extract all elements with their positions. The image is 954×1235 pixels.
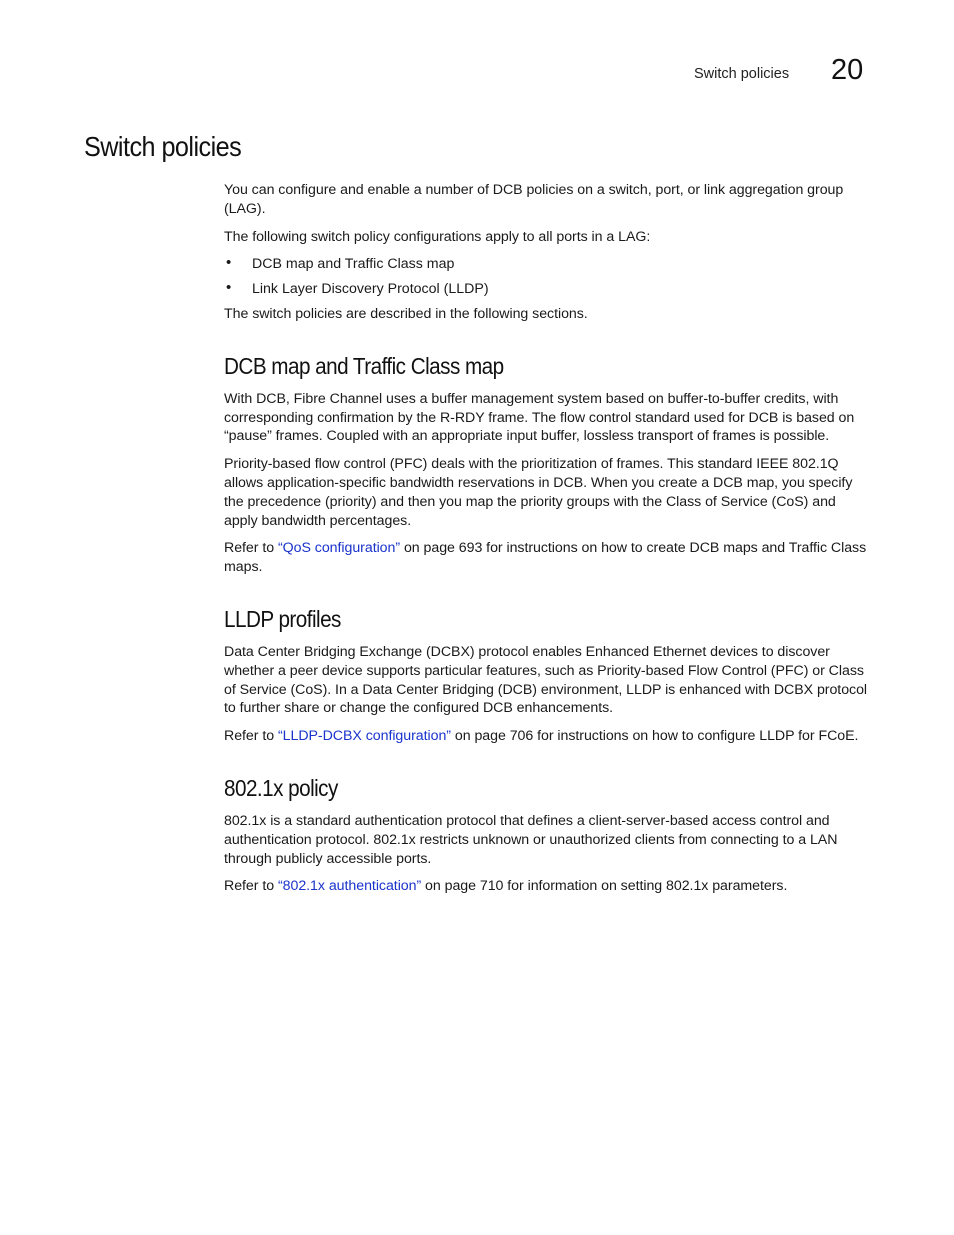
list-item-text: Link Layer Discovery Protocol (LLDP) [252, 281, 489, 298]
ref-prefix: Refer to [224, 878, 278, 895]
section-heading-lldp: LLDP profiles [224, 605, 341, 632]
ref-prefix: Refer to [224, 728, 278, 745]
lldp-reference [224, 727, 869, 746]
bullet-icon: • [226, 279, 232, 297]
list-item [224, 280, 869, 299]
lldp-dcbx-configuration-link[interactable]: “LLDP-DCBX configuration” [277, 728, 451, 745]
dcb-reference [224, 539, 869, 577]
running-header [0, 56, 954, 92]
section-heading-dot1x: 802.1x policy [224, 774, 338, 801]
list-item [224, 255, 869, 274]
list-item-text: DCB map and Traffic Class map [252, 256, 455, 273]
dot1x-reference [224, 877, 869, 896]
dot1x-authentication-link[interactable]: “802.1x authentication” [277, 878, 422, 895]
intro-paragraph-3: The switch policies are described in the following sections. [224, 305, 588, 322]
dot1x-paragraph-1: 802.1x is a standard authentication protocol that defines a client-server-based access control and authentication protocol. 802.1x restricts unknown or unauthorized clients from connecting to a LAN through publicly accessible ports. [224, 812, 838, 867]
dcb-paragraph-2: Priority-based flow control (PFC) deals with the prioritization of frames. This standard IEEE 802.1Q allows application-specific bandwidth reservations in DCB. When you create a DCB map, you specify the precedence (priority) and then you map the priority groups with the Class of Service (CoS) and apply bandwidth percentages. [224, 456, 853, 529]
section-heading-dcb: DCB map and Traffic Class map [224, 352, 504, 379]
header-section-title: Switch policies [694, 66, 790, 82]
qos-configuration-link[interactable]: “QoS configuration” [277, 540, 401, 557]
ref-suffix: on page 710 for information on setting 802.1x parameters. [421, 878, 788, 895]
intro-paragraph-2: The following switch policy configurations apply to all ports in a LAG: [224, 228, 651, 245]
main-content [224, 181, 869, 905]
policy-list [224, 255, 869, 299]
ref-prefix: Refer to [224, 540, 278, 557]
header-chapter-number: 20 [831, 54, 864, 86]
ref-suffix: on page 706 for instructions on how to configure LLDP for FCoE. [450, 728, 859, 745]
lldp-paragraph-1: Data Center Bridging Exchange (DCBX) protocol enables Enhanced Ethernet devices to discover whether a peer device supports particular features, such as Priority-based Flow Control (PFC) or Class of Service (CoS). In a Data Center Bridging (DCB) environment, LLDP is enhanced with DCBX protocol to further share or change the configured DCB enhancements. [224, 643, 868, 717]
page-title: Switch policies [84, 131, 242, 162]
dcb-paragraph-1: With DCB, Fibre Channel uses a buffer management system based on buffer-to-buffer credits, with corresponding confirmation by the R-RDY frame. The flow control standard used for DCB is based on “pause” frames. Coupled with an appropriate input buffer, lossless transport of frames is possible. [224, 390, 855, 445]
intro-paragraph-1: You can configure and enable a number of DCB policies on a switch, port, or link aggregation group (LAG). [224, 182, 844, 217]
ref-suffix: on page 693 for instructions on how to create DCB maps and Traffic Class maps. [224, 540, 867, 576]
bullet-icon: • [226, 254, 232, 272]
